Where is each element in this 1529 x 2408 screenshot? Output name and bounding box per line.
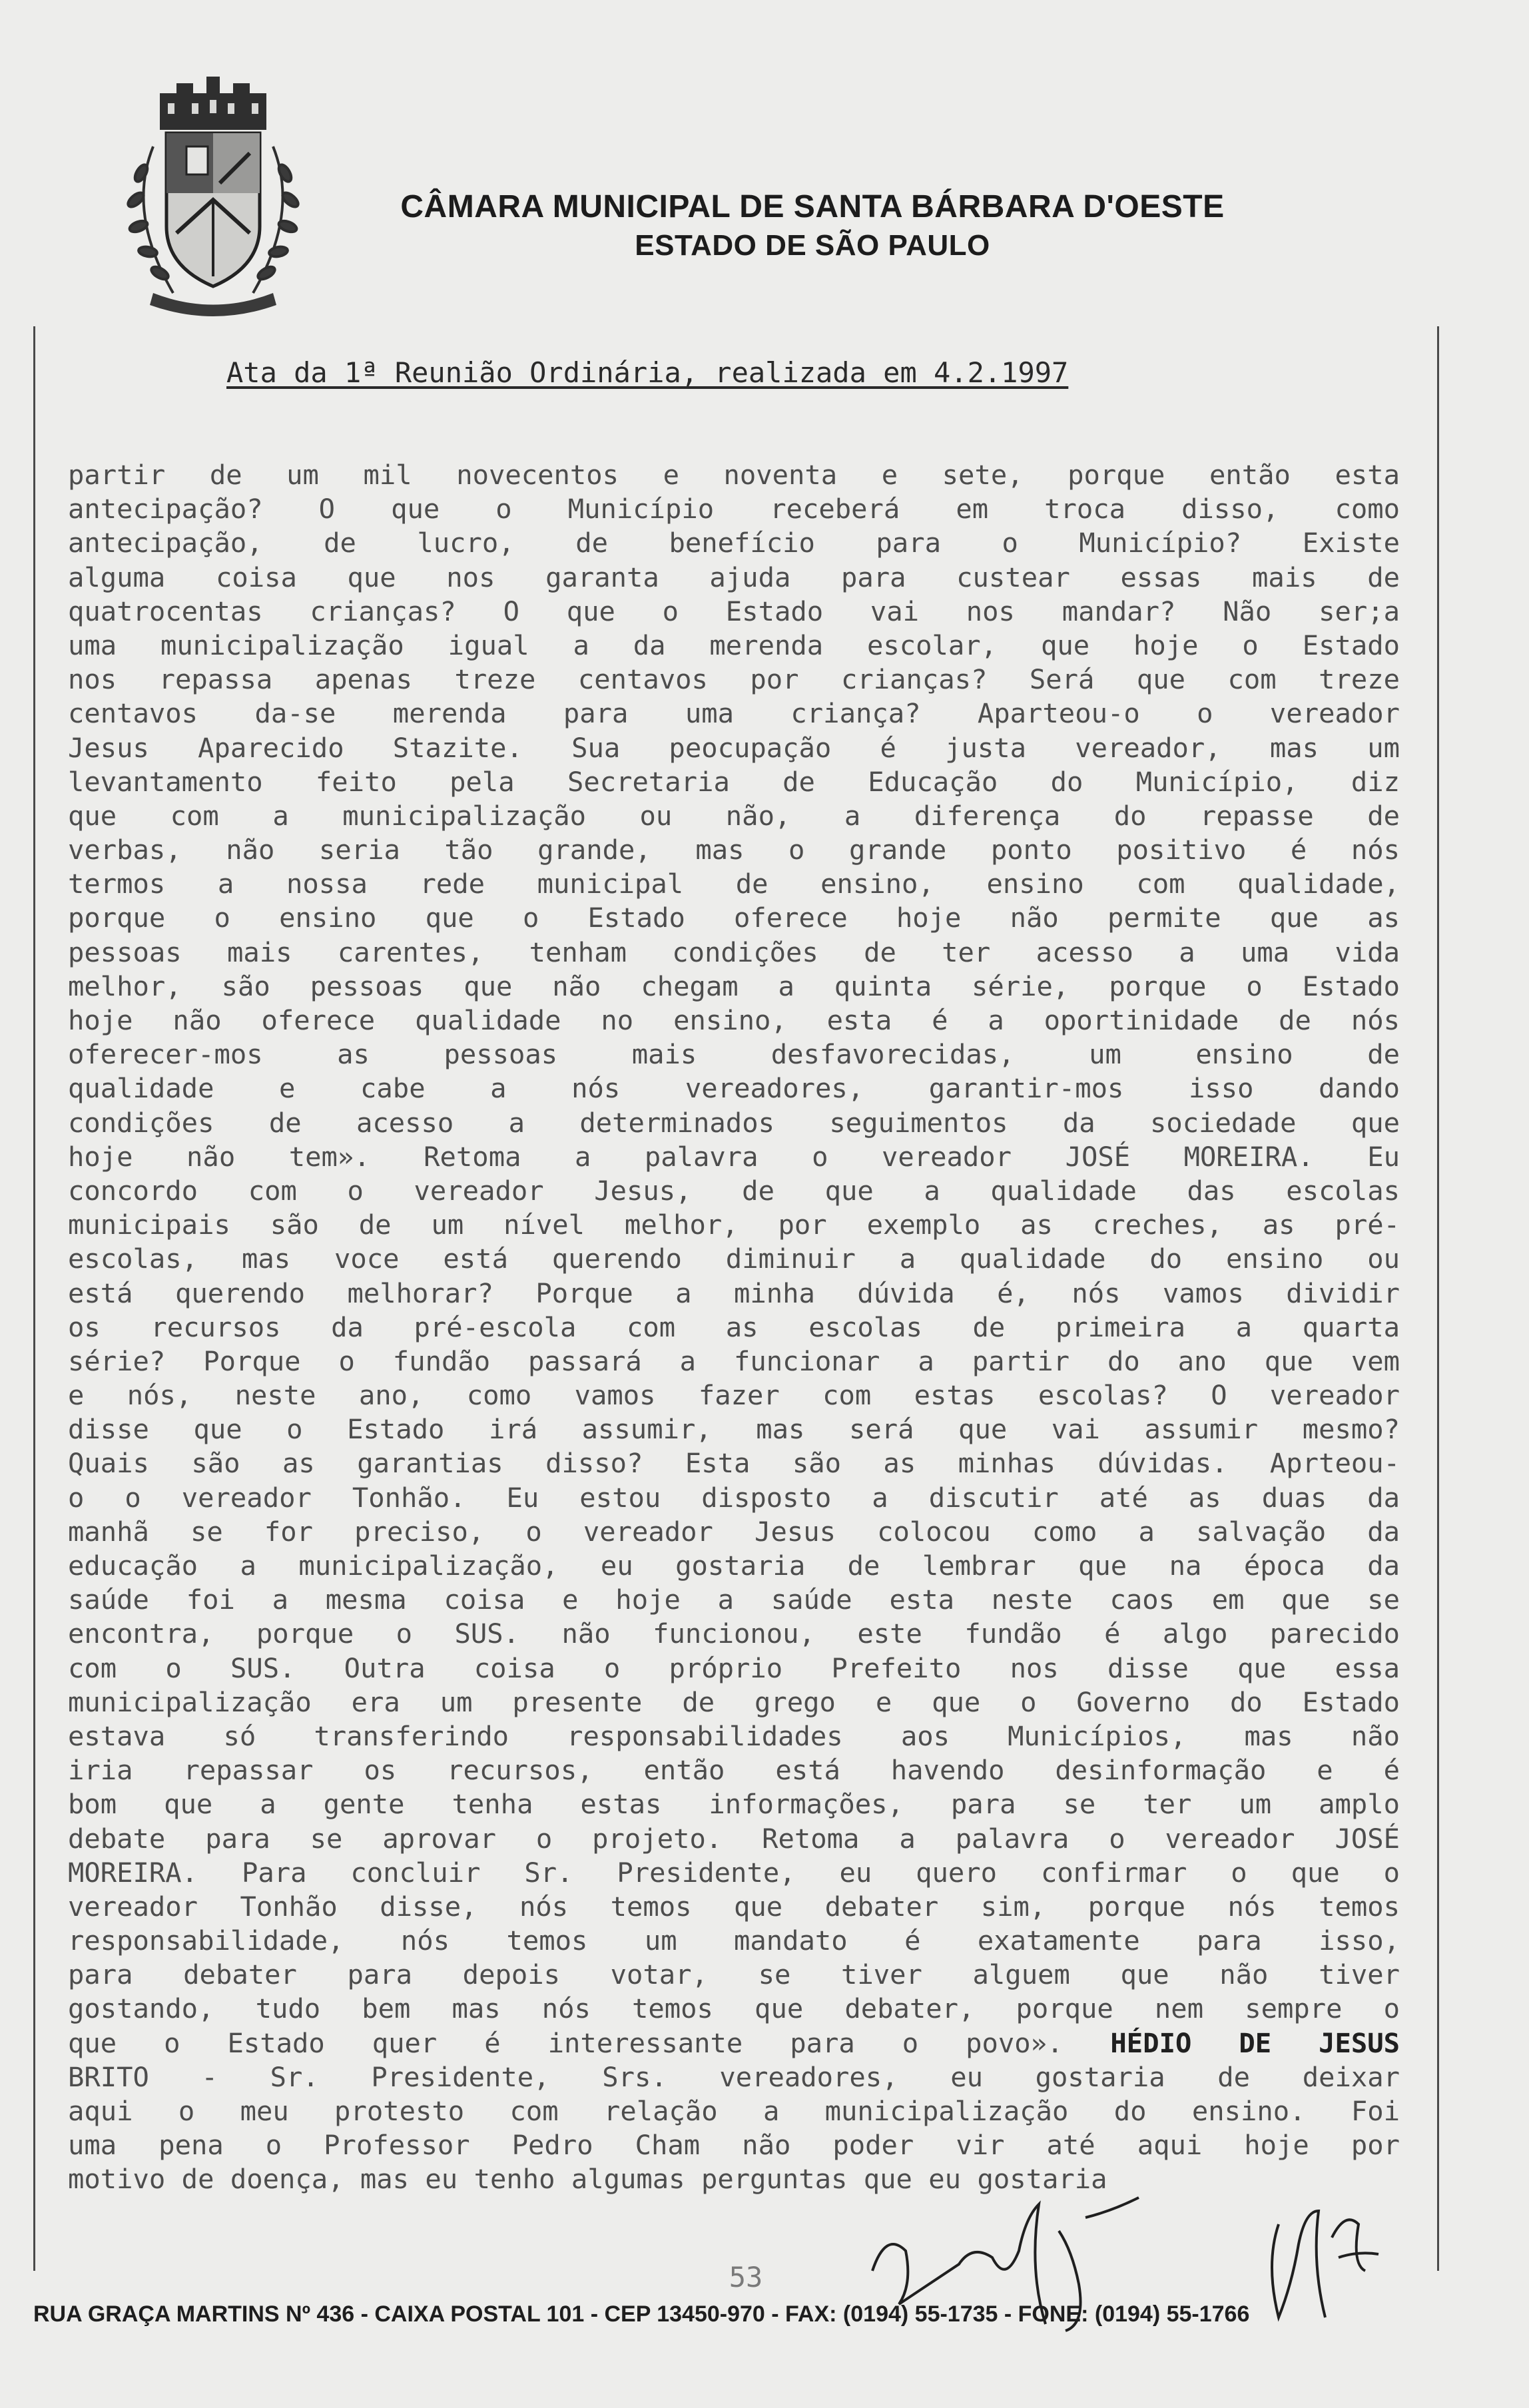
letterhead [346, 188, 1279, 265]
text-line: disse que o Estado irá assumir, mas será que vai assumir mesmo? [68, 1413, 1400, 1446]
text-line: e nós, neste ano, como vamos fazer com estas escolas? O vereador [68, 1379, 1400, 1412]
text-line: oferecer-mos as pessoas mais desfavorecidas, um ensino de [68, 1038, 1400, 1071]
minutes-title: Ata da 1ª Reunião Ordinária, realizada em 4.2.1997 [226, 356, 1069, 389]
text-line: Jesus Aparecido Stazite. Sua peocupação é justa vereador, mas um [68, 731, 1400, 764]
text-line: antecipação, de lucro, de benefício para o Município? Existe [68, 527, 1400, 559]
speaker-name: HÉDIO DE JESUS [1110, 2026, 1400, 2059]
text-line: educação a municipalização, eu gostaria de lembrar que na época da [68, 1550, 1400, 1582]
right-margin-rule [1437, 326, 1439, 2271]
text-line: saúde foi a mesma coisa e hoje a saúde esta neste caos em que se [68, 1584, 1400, 1616]
text-line: responsabilidade, nós temos um mandato é exatamente para isso, [68, 1925, 1400, 1957]
text-line [68, 2026, 1400, 2060]
text-line: concordo com o vereador Jesus, de que a qualidade das escolas [68, 1174, 1400, 1207]
text-line: porque o ensino que o Estado oferece hoje não permite que as [68, 902, 1400, 934]
text-line: iria repassar os recursos, então está havendo desinformação e é [68, 1754, 1400, 1787]
text-line: BRITO - Sr. Presidente, Srs. vereadores, eu gostaria de deixar [68, 2060, 1400, 2093]
text-line: gostando, tudo bem mas nós temos que debater, porque nem sempre o [68, 1992, 1400, 2025]
text-line: manhã se for preciso, o vereador Jesus colocou como a salvação da [68, 1515, 1400, 1548]
text-line: levantamento feito pela Secretaria de Educação do Município, diz [68, 765, 1400, 798]
text-line: está querendo melhorar? Porque a minha dúvida é, nós vamos dividir [68, 1277, 1400, 1309]
text-line: que com a municipalização ou não, a diferença do repasse de [68, 799, 1400, 832]
text-line: hoje não oferece qualidade no ensino, esta é a oportinidade de nós [68, 1004, 1400, 1036]
text-line: melhor, são pessoas que não chegam a quinta série, porque o Estado [68, 970, 1400, 1002]
text-line: qualidade e cabe a nós vereadores, garantir-mos isso dando [68, 1072, 1400, 1105]
text-line: pessoas mais carentes, tenham condições de ter acesso a uma vida [68, 936, 1400, 968]
left-margin-rule [33, 326, 35, 2271]
text-line: uma pena o Professor Pedro Cham não poder vir até aqui hoje por [68, 2129, 1400, 2162]
text-line: escolas, mas voce está querendo diminuir a qualidade do ensino ou [68, 1243, 1400, 1275]
text-line: debate para se aprovar o projeto. Retoma a palavra o vereador JOSÉ [68, 1822, 1400, 1855]
text-line: centavos da-se merenda para uma criança? Aparteou-o o vereador [68, 697, 1400, 730]
minutes-body [68, 458, 1400, 2197]
text-line: motivo de doença, mas eu tenho algumas perguntas que eu gostaria [68, 2163, 1107, 2196]
text-line: MOREIRA. Para concluir Sr. Presidente, eu quero confirmar o que o [68, 1856, 1400, 1889]
text-line: o o vereador Tonhão. Eu estou disposto a discutir até as duas da [68, 1481, 1400, 1514]
chamber-name: CÂMARA MUNICIPAL DE SANTA BÁRBARA D'OESTE [400, 189, 1225, 224]
text-line: nos repassa apenas treze centavos por crianças? Será que com treze [68, 663, 1400, 696]
text-line: uma municipalização igual a da merenda escolar, que hoje o Estado [68, 629, 1400, 661]
text-line-fragment: que o Estado quer é interessante para o povo». [68, 2026, 1064, 2059]
text-line: estava só transferindo responsabilidades aos Municípios, mas não [68, 1719, 1400, 1752]
text-line: quatrocentas crianças? O que o Estado vai nos mandar? Não ser;a [68, 595, 1400, 627]
text-line: encontra, porque o SUS. não funcionou, este fundão é algo parecido [68, 1618, 1400, 1650]
text-line: os recursos da pré-escola com as escolas de primeira a quarta [68, 1311, 1400, 1343]
page-number: 53 [729, 2261, 763, 2293]
text-line: antecipação? O que o Município receberá em troca disso, como [68, 493, 1400, 525]
text-line: municipalização era um presente de grego e que o Governo do Estado [68, 1685, 1400, 1718]
text-line: aqui o meu protesto com relação a municipalização do ensino. Foi [68, 2095, 1400, 2127]
text-line: partir de um mil novecentos e noventa e sete, porque então esta [68, 459, 1400, 491]
text-line: para debater para depois votar, se tiver alguem que não tiver [68, 1958, 1400, 1991]
text-line: condições de acesso a determinados seguimentos da sociedade que [68, 1106, 1400, 1139]
text-line: vereador Tonhão disse, nós temos que debater sim, porque nós temos [68, 1890, 1400, 1923]
text-line: com o SUS. Outra coisa o próprio Prefeito nos disse que essa [68, 1652, 1400, 1684]
state-name: ESTADO DE SÃO PAULO [635, 229, 990, 262]
text-line: termos a nossa rede municipal de ensino, ensino com qualidade, [68, 868, 1400, 900]
text-line: alguma coisa que nos garanta ajuda para custear essas mais de [68, 561, 1400, 593]
text-line: bom que a gente tenha estas informações, para se ter um amplo [68, 1788, 1400, 1821]
text-line: Quais são as garantias disso? Esta são as minhas dúvidas. Aprteou- [68, 1447, 1400, 1480]
footer-address: RUA GRAÇA MARTINS Nº 436 - CAIXA POSTAL 101 - CEP 13450-970 - FAX: (0194) 55-1735 - FONE: (0194) 55-1766 [33, 2301, 1250, 2327]
text-line: hoje não tem». Retoma a palavra o vereador JOSÉ MOREIRA. Eu [68, 1140, 1400, 1173]
text-line: municipais são de um nível melhor, por exemplo as creches, as pré- [68, 1209, 1400, 1241]
text-line: série? Porque o fundão passará a funcionar a partir do ano que vem [68, 1345, 1400, 1377]
text-line: verbas, não seria tão grande, mas o grande ponto positivo é nós [68, 834, 1400, 866]
coat-of-arms-icon [113, 67, 313, 320]
